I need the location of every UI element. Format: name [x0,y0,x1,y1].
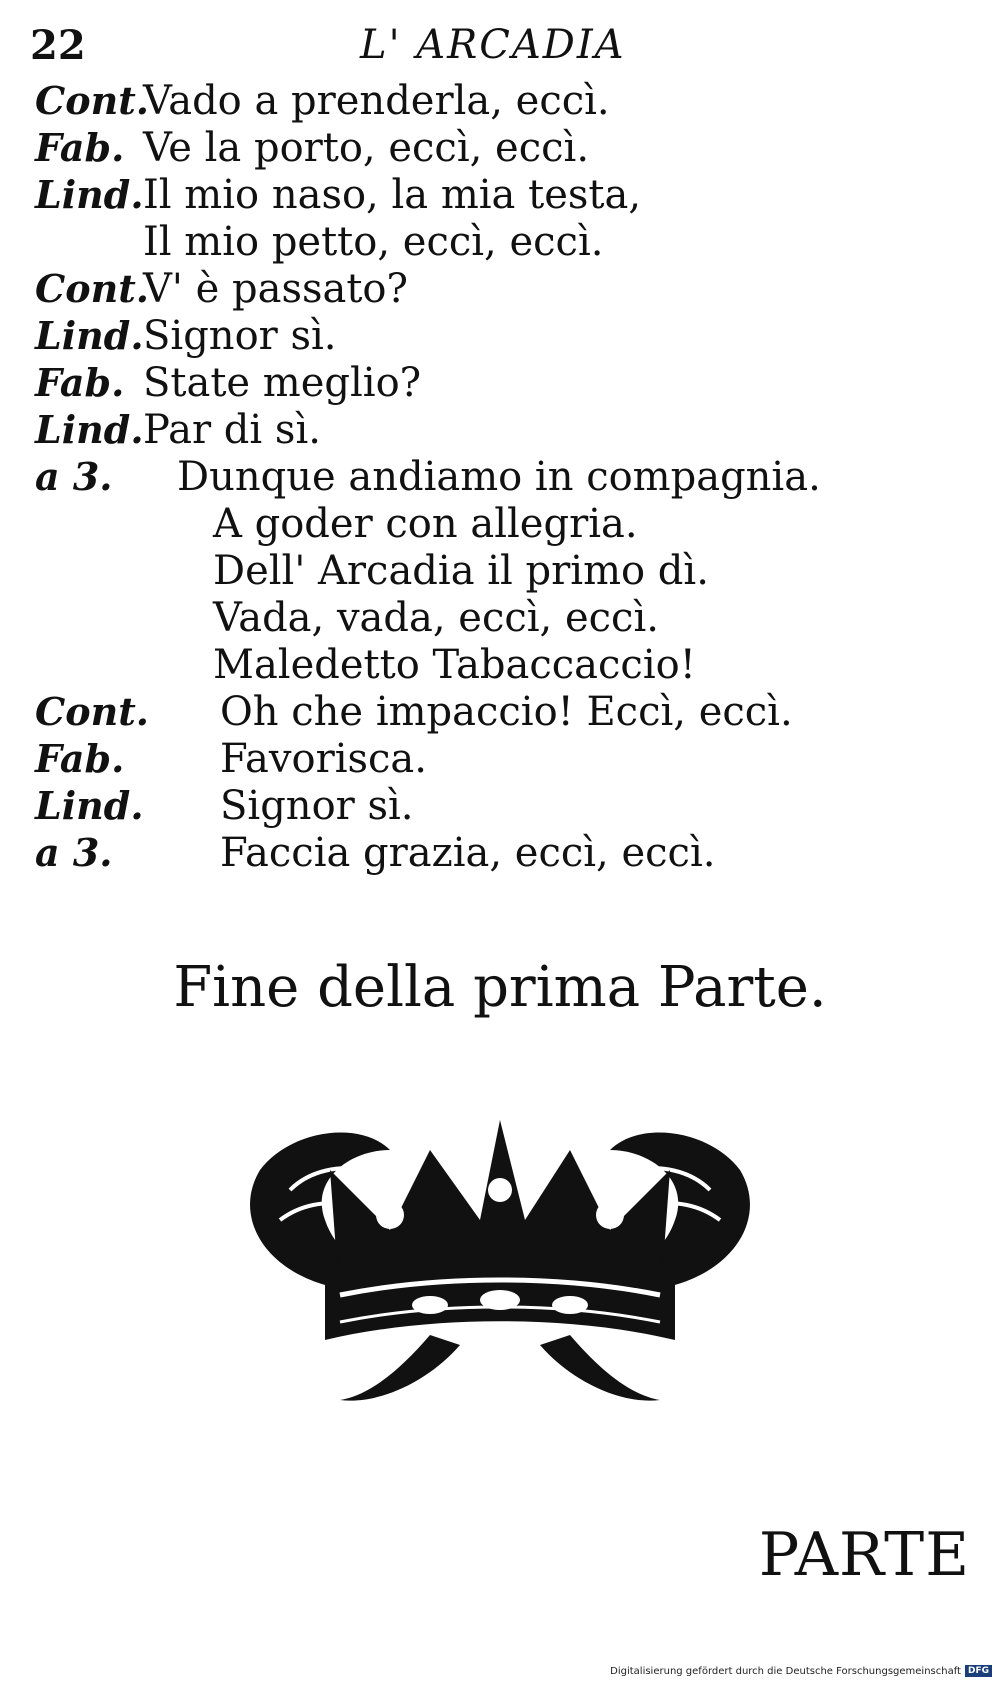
verse-line [35,219,935,266]
verse-line [35,830,935,877]
speaker-label: a 3. [35,454,113,499]
verse-text: Faccia grazia, eccì, eccì. [220,830,716,876]
crown-ornament-icon [230,1110,770,1410]
verse-text: Maledetto Tabaccaccio! [213,642,696,688]
verse-text: Par di sì. [143,407,321,453]
verse-text: Vada, vada, eccì, eccì. [213,595,659,641]
end-title: Fine della prima Parte. [173,955,827,1020]
catchword: PARTE [758,1520,970,1590]
running-title: L' ARCADIA [360,22,626,68]
verse-line [35,172,935,219]
verse-text: Favorisca. [220,736,427,782]
verse-text: Dell' Arcadia il primo dì. [213,548,709,594]
speaker-label: Cont. [35,689,149,734]
verse-block [35,78,935,877]
verse-text: Il mio petto, eccì, eccì. [143,219,604,265]
speaker-label: Cont. [35,266,149,311]
speaker-label: Cont. [35,78,149,123]
speaker-label: Fab. [35,360,125,405]
speaker-label: Lind. [35,172,144,217]
verse-line [35,548,935,595]
verse-line [35,313,935,360]
verse-text: State meglio? [143,360,422,406]
speaker-label: Lind. [35,313,144,358]
footer [610,1665,992,1677]
speaker-label: a 3. [35,830,113,875]
verse-line [35,501,935,548]
verse-line [35,125,935,172]
verse-line [35,266,935,313]
verse-text: Signor sì. [220,783,414,829]
verse-line [35,454,935,501]
verse-line [35,642,935,689]
verse-line [35,595,935,642]
speaker-label: Fab. [35,736,125,781]
verse-text: Vado a prenderla, eccì. [143,78,610,124]
verse-text: Il mio naso, la mia testa, [143,172,642,218]
verse-line [35,783,935,830]
verse-line [35,78,935,125]
verse-line [35,736,935,783]
footer-text: Digitalisierung gefördert durch die Deutsche Forschungsgemeinschaft [610,1665,961,1677]
verse-line [35,407,935,454]
speaker-label: Lind. [35,407,144,452]
verse-text: A goder con allegria. [213,501,638,547]
page-header [30,22,670,78]
verse-line [35,360,935,407]
verse-text: V' è passato? [143,266,408,312]
verse-text: Ve la porto, eccì, eccì. [143,125,590,171]
verse-text: Oh che impaccio! Eccì, eccì. [220,689,793,735]
verse-text: Signor sì. [143,313,337,359]
dfg-logo-icon: DFG [965,1665,992,1677]
speaker-label: Lind. [35,783,144,828]
verse-text: Dunque andiamo in compagnia. [177,454,821,500]
speaker-label: Fab. [35,125,125,170]
page-number: 22 [30,22,86,69]
verse-line [35,689,935,736]
